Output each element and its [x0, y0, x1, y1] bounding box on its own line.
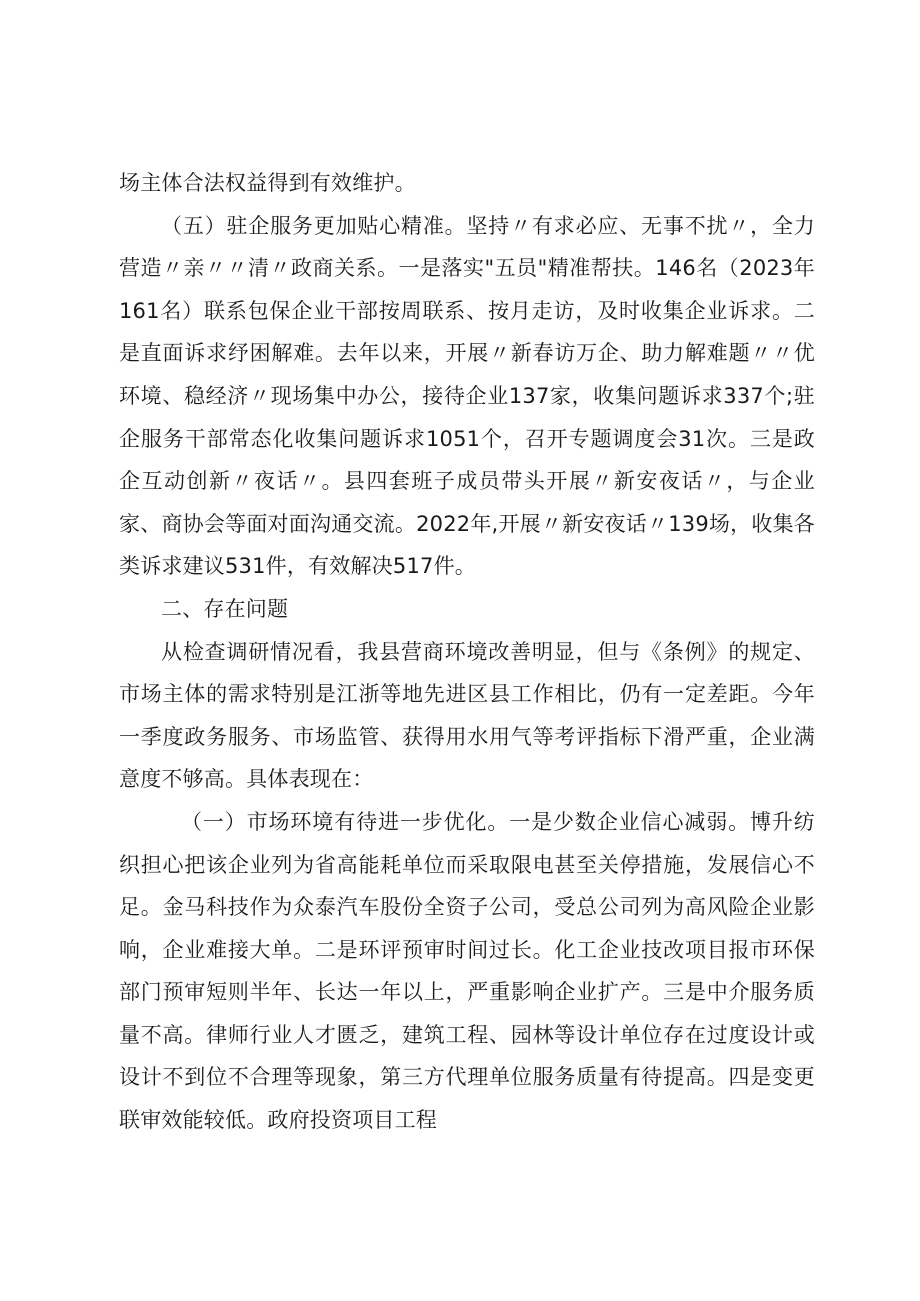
paragraph-problems-intro: 从检查调研情况看，我县营商环境改善明显，但与《条例》的规定、市场主体的需求特别是江浙等地先进区县工作相比，仍有一定差距。今年一季度政务服务、市场监管、获得用水用气等考评指标下滑严重，企业满意度不够高。具体表现在： [119, 639, 815, 792]
paragraph-market-environment: （一）市场环境有待进一步优化。一是少数企业信心减弱。博升纺织担心把该企业列为省高能耗单位而采取限电甚至关停措施，发展信心不足。金马科技作为众泰汽车股份全资子公司，受总公司列为高风险企业影响，企业难接大单。二是环评预审时间过长。化工企业技改项目报市环保部门预审短则半年、长达一年以上，严重影响企业扩产。三是中介服务质量不高。律师行业人才匮乏，建筑工程、园林等设计单位存在过度设计或设计不到位不合理等现象，第三方代理单位服务质量有待提高。四是变更联审效能较低。政府投资项目工程 [119, 809, 815, 1133]
document-page [119, 162, 815, 1142]
section-heading-problems: 二、存在问题 [161, 596, 289, 621]
paragraph-continuation: 场主体合法权益得到有效维护。 [119, 171, 416, 195]
paragraph-service-section: （五）驻企服务更加贴心精准。坚持〃有求必应、无事不扰〃，全力营造〃亲〃〃清〃政商关系。一是落实"五员"精准帮扶。146名（2023年161名）联系包保企业干部按周联系、按月走访，及时收集企业诉求。二是直面诉求纾困解难。去年以来，开展〃新春访万企、助力解难题〃〃优环境、稳经济〃现场集中办公，接待企业137家，收集问题诉求337个;驻企服务干部常态化收集问题诉求1051个，召开专题调度会31次。三是政企互动创新〃夜话〃。县四套班子成员带头开展〃新安夜话〃，与企业家、商协会等面对面沟通交流。2022年,开展〃新安夜话〃139场，收集各类诉求建议531件，有效解决517件。 [119, 213, 815, 579]
